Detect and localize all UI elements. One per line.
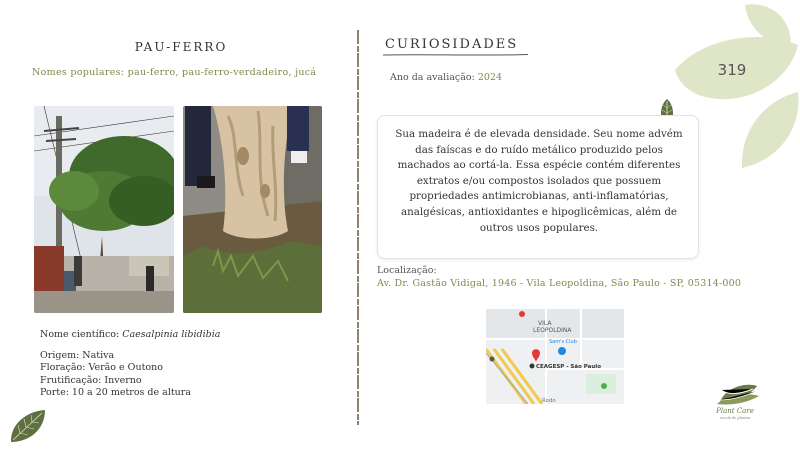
- badge-number: 319: [717, 61, 747, 79]
- origin-text: Origem: Nativa: [40, 350, 115, 361]
- year-label: Ano da avaliação:: [390, 72, 475, 83]
- map-store-label: Sam's Club: [549, 339, 577, 345]
- year-value: 2024: [477, 72, 503, 83]
- species-title: PAU-FERRO: [134, 40, 228, 54]
- popular-names: Nomes populares: pau-ferro, pau-ferro-verdadeiro, jucá: [32, 67, 317, 78]
- title-underline: [383, 53, 528, 57]
- map-district-line1: VILA: [538, 320, 552, 327]
- species-info: [40, 350, 191, 400]
- location-address: Av. Dr. Gastão Vidigal, 1946 - Vila Leopoldina, São Paulo - SP, 05314-000: [377, 278, 742, 289]
- curiosities-title: CURIOSIDADES: [385, 37, 519, 52]
- location-label: Localização:: [377, 265, 437, 276]
- curiosities-card: [377, 115, 699, 259]
- trunk-photo: [183, 106, 322, 313]
- tree-photo: [34, 106, 174, 313]
- scientific-label: Nome científico:: [40, 329, 120, 340]
- map-road-label: Rodo: [542, 398, 556, 404]
- fruiting-text: Frutificação: Inverno: [40, 374, 142, 386]
- location-map[interactable]: [486, 309, 624, 404]
- brand-tagline: escola de plantas: [719, 416, 751, 420]
- map-district-line2: LEOPOLDINA: [533, 327, 572, 334]
- curiosities-text: Sua madeira é de elevada densidade. Seu nome advém das faíscas e do ruído metálico produzido pelos machados ao cortá-la. Essa espécie contém diferentes extratos e/ou compostos isolados que possuem propriedades antimicrobianas, anti-inflamatórias, analgésicas, antioxidantes e hipoglicêmicas, além de outros usos populares.: [395, 128, 683, 234]
- map-place-label: CEAGESP - São Paulo: [536, 364, 601, 370]
- scientific-name: Caesalpinia libidibia: [122, 329, 221, 340]
- flowering-text: Floração: Verão e Outono: [40, 362, 163, 374]
- size-text: Porte: 10 a 20 metros de altura: [40, 387, 191, 399]
- brand-name: Plant Care: [716, 407, 754, 415]
- scientific-name-line: [40, 329, 220, 340]
- evaluation-year: [390, 72, 502, 83]
- corner-leaf-icon: [8, 407, 48, 445]
- vertical-divider: [357, 30, 359, 425]
- leaf-shape: [742, 92, 799, 168]
